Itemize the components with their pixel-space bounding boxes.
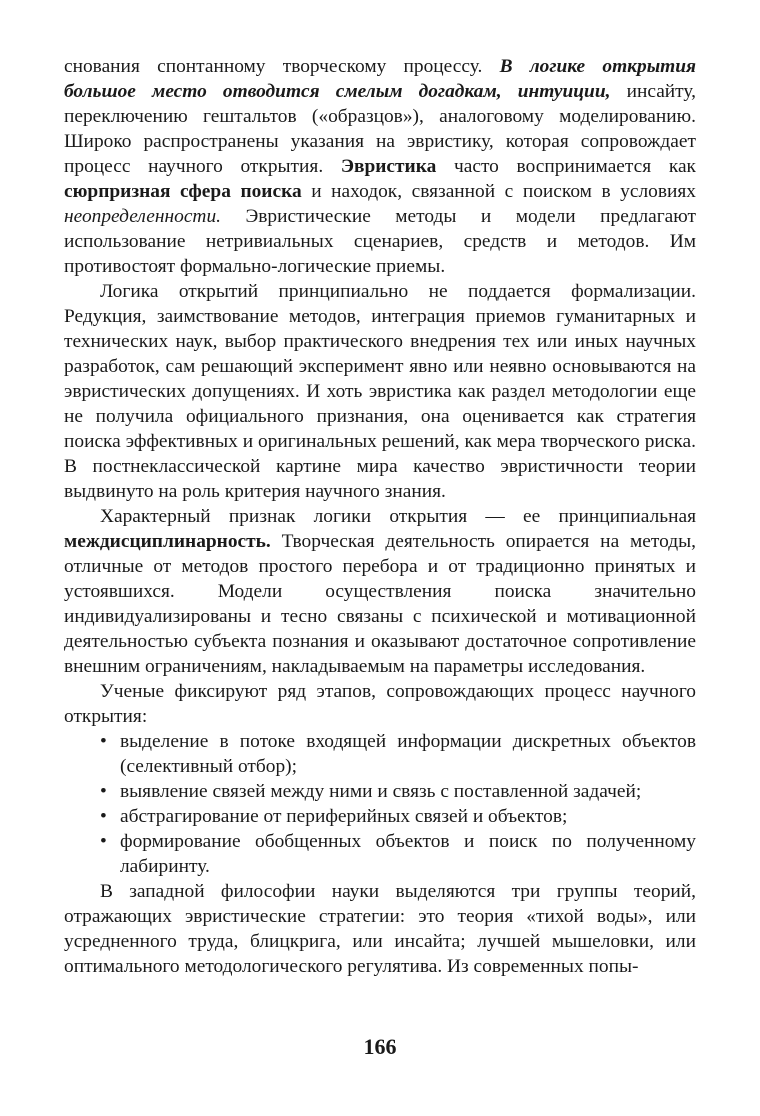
p1-term-uncertainty: неопределенности. — [64, 206, 221, 227]
paragraph-1 — [64, 54, 696, 279]
paragraph-3 — [64, 504, 696, 679]
p1-text-2: инсайту, переключению гештальтов («образцов»), аналоговому моделированию. Широко распространены указания на эвристику, которая сопровождает процесс научного открытия. — [64, 81, 697, 177]
paragraph-5: В западной философии науки выделяются три группы теорий, отражающих эвристические стратегии: это теория «тихой воды», или усредненного труда, блицкрига, или инсайта; лучшей мышеловки, или оптимального методологического регулятива. Из современных попы- — [64, 881, 696, 977]
p1-text-3: часто воспринимается как — [436, 156, 696, 177]
paragraph-4: Ученые фиксируют ряд этапов, сопровождающих процесс научного открытия: — [64, 681, 696, 727]
page-body — [64, 54, 696, 979]
stages-list — [64, 729, 696, 879]
p1-term-surprise: сюрпризная сфера поиска — [64, 181, 302, 202]
list-item: • формирование обобщенных объектов и поиск по полученному лабиринту. — [100, 829, 696, 879]
p3-term-interdisciplinarity: междисциплинарность. — [64, 531, 271, 552]
list-item: • выделение в потоке входящей информации дискретных объектов (селективный отбор); — [100, 729, 696, 779]
p1-text-1: снования спонтанному творческому процессу. — [64, 56, 500, 77]
p1-text-4: и находок, связанной с поиском в условиях — [301, 181, 696, 202]
list-item: • выявление связей между ними и связь с поставленной задачей; — [100, 779, 696, 804]
p1-text-5: Эвристические методы и модели предлагают использование нетривиальных сценариев, средств и методов. Им противостоят формально-логические приемы. — [64, 206, 696, 277]
p1-emphasis-logic: В логике открытия большое место отводится смелым догадкам, интуиции, — [64, 56, 697, 102]
paragraph-2: Логика открытий принципиально не поддается формализации. Редукция, заимствование методов, интеграция приемов гуманитарных и технических наук, выбор практического внедрения тех или иных научных разработок, сам решающий эксперимент явно или неявно основываются на эвристических допущениях. И хоть эвристика как раздел методологии еще не получила официального признания, она оценивается как стратегия поиска эффективных и оригинальных решений, как мера творческого риска. В постнеклассической картине мира качество эвристичности теории выдвинуто на роль критерия научного знания. — [64, 281, 696, 502]
page-number: 166 — [363, 1034, 397, 1059]
p3-text-2: Творческая деятельность опирается на методы, отличные от методов простого перебора и от традиционно принятых и устоявшихся. Модели осуществления поиска значительно индивидуализированы и тесно связаны с психической и мотивационной деятельностью субъекта познания и оказывают достаточное сопротивление внешним ограничениям, накладываемым на параметры исследования. — [64, 531, 696, 677]
p1-term-heuristics: Эвристика — [340, 156, 437, 177]
p3-text-1: Характерный признак логики открытия — ее принципиальная — [100, 506, 696, 527]
list-item: • абстрагирование от периферийных связей и объектов; — [100, 804, 696, 829]
